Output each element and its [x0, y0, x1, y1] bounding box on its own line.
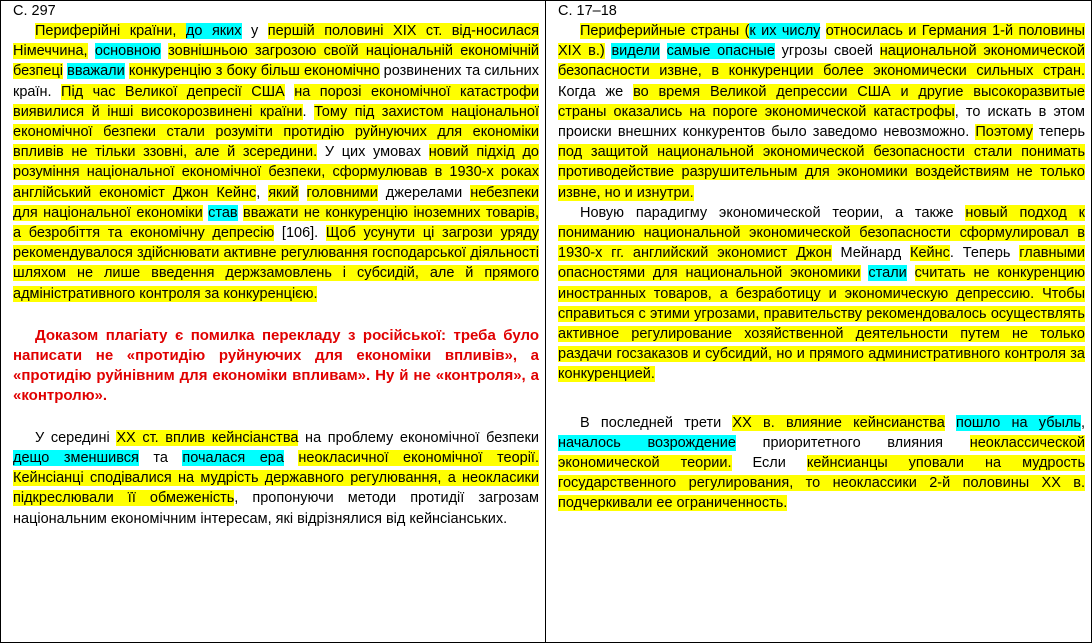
highlight-yellow-span: неокласичної економічної теорії. Кейнсіанці сподівалися на мудрість державного регулювання, а неокласики підкреслювали її обмеженість	[13, 450, 539, 507]
highlight-yellow-span: новый подход к пониманию национальной экономической безопасности сформулировал в 1930-х гг. английский экономист Джон	[558, 204, 1085, 262]
highlight-yellow-span: под защитой национальной экономической безопасности стали понимать противодействие разрушительным для экономики воздействиям не только извне, но и изнутри.	[558, 144, 1085, 201]
highlight-yellow-span: вважати не конкуренцію іноземних товарів, а безробіття та економічну депресію	[13, 204, 539, 242]
text-span: ,	[256, 184, 269, 201]
text-span: Если	[731, 455, 807, 472]
text-span: .	[302, 103, 315, 120]
left-page-reference: С. 297	[13, 3, 56, 19]
highlight-cyan-span: видели	[611, 43, 660, 60]
text-span: приоритетного влияния	[735, 434, 970, 451]
text-span: Когда же	[558, 83, 634, 100]
text-span: угрозы своей	[774, 43, 880, 60]
highlight-yellow-span: на порозі економічної катастрофи виявилися й інші високорозвинені країни	[13, 83, 539, 120]
highlight-yellow-span: небезпеки для національної економіки	[13, 184, 539, 221]
highlight-yellow-span: Під час Великої депресії США	[61, 83, 285, 100]
highlight-yellow-span: конкуренцію з боку більш економічно	[128, 63, 380, 80]
highlight-yellow-span: относилась и Германия 1-й половины XIX в.)	[558, 23, 1085, 60]
highlight-yellow-span: Периферійні країни,	[35, 23, 186, 39]
text-span: та	[138, 450, 183, 467]
highlight-yellow-span: ХХ ст. вплив кейнсіанства	[116, 429, 299, 446]
text-span: на проблему економічної безпеки	[298, 429, 539, 446]
highlight-cyan-span: основною	[94, 43, 161, 60]
text-span: [106].	[274, 225, 326, 242]
left-paragraph-2	[13, 428, 539, 529]
text-span: , то искать в этом происки внешних конкурентов было заведомо невозможно.	[558, 103, 1085, 141]
highlight-yellow-span: головними	[306, 184, 378, 201]
text-span	[299, 185, 307, 201]
ukrainian-column	[1, 1, 546, 642]
russian-column	[546, 1, 1091, 642]
highlight-yellow-span: Периферийные страны (	[580, 23, 750, 39]
text-span: Новую парадигму экономической теории, а также	[580, 204, 966, 221]
highlight-yellow-span: считать не конкуренцию иностранных товаров, а безработицу и экономическую депрессию. Чтобы справиться с этими угрозами, правительству рекомендовалось осуществлять активное регулирование хозяйственной деятельности путем не только раздачи госзаказов и субсидий, но и прямого административного контроля за конкуренцией.	[558, 265, 1085, 383]
text-span: У цих умовах	[317, 144, 429, 161]
text-span: у	[241, 23, 268, 39]
highlight-yellow-span: зовнішньою загрозою своїй національній економічній безпеці	[13, 43, 540, 80]
highlight-cyan-span: дещо зменшився	[13, 450, 139, 467]
highlight-cyan-span: началось возрождение	[558, 434, 736, 451]
highlight-cyan-span: став	[208, 204, 238, 221]
text-span: ,	[1080, 414, 1085, 431]
highlight-cyan-span: стали	[868, 265, 907, 282]
highlight-yellow-span: кейнсианцы уповали на мудрость государственного регулирования, то неоклассики 2-й половины ХХ в.	[558, 455, 1085, 492]
highlight-yellow-span: главными опасностями для национальной экономики	[558, 245, 1085, 282]
text-span: У середині	[35, 429, 117, 446]
text-span: джерелами	[377, 184, 471, 201]
text-span: В последней трети	[580, 414, 733, 431]
highlight-cyan-span: почалася ера	[182, 450, 284, 467]
text-span: Мейнард	[831, 245, 911, 262]
highlight-cyan-span: до яких	[185, 23, 242, 39]
highlight-yellow-span: неоклассической экономической теории.	[558, 434, 1085, 472]
highlight-cyan-span: пошло на убыль	[956, 414, 1081, 431]
plagiarism-note: Доказом плагіату є помилка перекладу з російської: треба було написати не «протидію руйнуючих для економіки впливів», а «протидію руйнівним для економіки впливам». Ну й не «контроля», а «контролю».	[13, 326, 539, 404]
highlight-yellow-span: подчеркивали ее ограниченность.	[558, 495, 788, 512]
text-span: розвинених та сильних країн.	[13, 63, 539, 100]
highlight-cyan-span: самые опасные	[666, 43, 775, 60]
left-paragraph-1	[13, 21, 539, 304]
text-span	[945, 415, 956, 431]
text-span	[907, 265, 915, 281]
spacer	[13, 304, 539, 326]
highlight-cyan-span: вважали	[67, 63, 125, 80]
text-span: , пропонуючи методи протидії загрозам національним економічним інтересам, які відрізнялися від кейнсіанських.	[13, 490, 540, 527]
right-paragraph-1	[558, 21, 1085, 203]
text-span: . Теперь	[949, 245, 1020, 262]
text-span	[820, 23, 825, 39]
text-span	[285, 84, 294, 100]
spacer	[558, 385, 1085, 413]
right-page-reference: С. 17–18	[558, 3, 617, 19]
highlight-yellow-span: национальной экономической безопасности извне, в конкуренции более экономически сильных стран.	[558, 43, 1086, 80]
highlight-yellow-span: Щоб усунути ці загрози уряду рекомендувалося здійснювати активне регулювання господарської діяльності шляхом не лише введення держзамовлень і субсидій, але й прямого адміністративного контроля за конкуренцією.	[13, 225, 539, 302]
right-paragraph-2	[558, 203, 1085, 385]
text-span	[284, 450, 298, 466]
highlight-yellow-span: во время Великой депрессии США и другие высокоразвитые страны оказались на пороге экономической катастрофы	[558, 83, 1085, 120]
highlight-cyan-span: к их числу	[749, 23, 821, 39]
text-span	[660, 43, 667, 59]
highlight-yellow-span: Кейнс	[910, 245, 950, 262]
right-paragraph-3	[558, 413, 1085, 514]
highlight-yellow-span: ХХ в. влияние кейнсианства	[732, 414, 945, 431]
highlight-yellow-span: Тому під захистом національної економічної безпеки стали розуміти протидію руйнуючих для економіки впливів не тільки ззовні, але й зсередини.	[13, 103, 539, 161]
highlight-yellow-span: який	[268, 184, 299, 201]
text-span: теперь	[1032, 124, 1085, 141]
highlight-yellow-span: новий підхід до розуміння національної економічної безпеки, сформулював в 1930-х роках англійський економіст Джон Кейнс	[13, 144, 539, 201]
text-span	[88, 43, 95, 59]
spacer	[13, 406, 539, 428]
highlight-yellow-span: першій половині XIX ст. від-носилася Німеччина,	[13, 23, 539, 60]
highlight-yellow-span: Поэтому	[975, 124, 1033, 141]
